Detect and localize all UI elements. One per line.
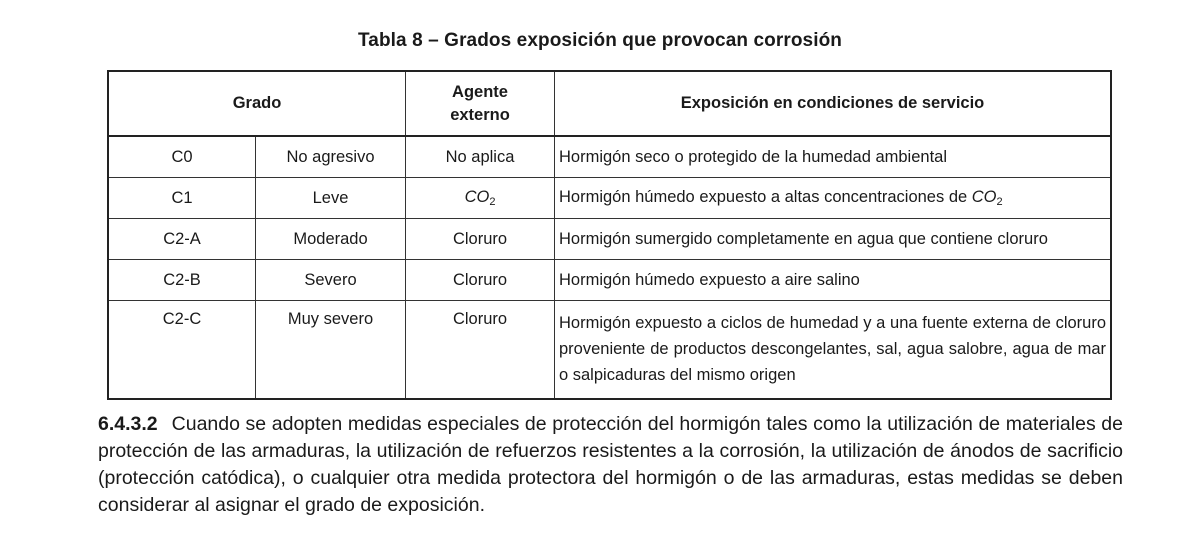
external-agent [406,178,555,219]
formula-base: CO [464,188,490,206]
header-agente-line2: externo [450,105,510,124]
table-row [108,136,1111,178]
table-row [108,219,1111,260]
header-agente-externo [406,71,555,136]
grade-code: C2-B [108,260,256,301]
external-agent: Cloruro [406,301,555,400]
formula-subscript: 2 [489,196,496,208]
exposure-description: Hormigón sumergido completamente en agua que contiene cloruro [555,219,1112,260]
grade-name: Muy severo [256,301,406,400]
clause-text: Cuando se adopten medidas especiales de protección del hormigón tales como la utilización de materiales de protección de las armaduras, la utilización de refuerzos resistentes a la corrosión, la utilización de ánodos de sacrificio (protección catódica), o cualquier otra medida protectora del hormigón o de las armaduras, estas medidas se deben considerar al asignar el grado de exposición. [98,413,1123,516]
clause-number: 6.4.3.2 [98,413,158,435]
clause-paragraph [98,411,1123,519]
table-row [108,260,1111,301]
exposure-description: Hormigón seco o protegido de la humedad ambiental [555,136,1112,178]
formula-subscript: 2 [996,196,1003,208]
table-row [108,301,1111,400]
description-text: Hormigón húmedo expuesto a altas concentraciones de [559,188,972,206]
exposure-description [555,178,1112,219]
header-grado: Grado [108,71,406,136]
header-agente-line1: Agente [452,82,508,101]
formula-base: CO [971,188,997,206]
grade-code: C2-C [108,301,256,400]
co2-formula [972,188,1003,206]
external-agent: No aplica [406,136,555,178]
grade-code: C1 [108,178,256,219]
exposure-description: Hormigón expuesto a ciclos de humedad y a una fuente externa de cloruro proveniente de productos descongelantes, sal, agua salobre, agua de mar o salpicaduras del mismo origen [555,301,1112,400]
external-agent: Cloruro [406,219,555,260]
grade-code: C2-A [108,219,256,260]
table-row [108,178,1111,219]
header-exposicion: Exposición en condiciones de servicio [555,71,1112,136]
external-agent: Cloruro [406,260,555,301]
grade-name: Moderado [256,219,406,260]
exposure-description: Hormigón húmedo expuesto a aire salino [555,260,1112,301]
grade-name: No agresivo [256,136,406,178]
grade-name: Leve [256,178,406,219]
co2-formula [465,188,496,206]
table-title: Tabla 8 – Grados exposición que provocan corrosión [358,30,842,51]
exposure-grades-table [107,70,1112,400]
grade-code: C0 [108,136,256,178]
grade-name: Severo [256,260,406,301]
table-header-row [108,71,1111,136]
